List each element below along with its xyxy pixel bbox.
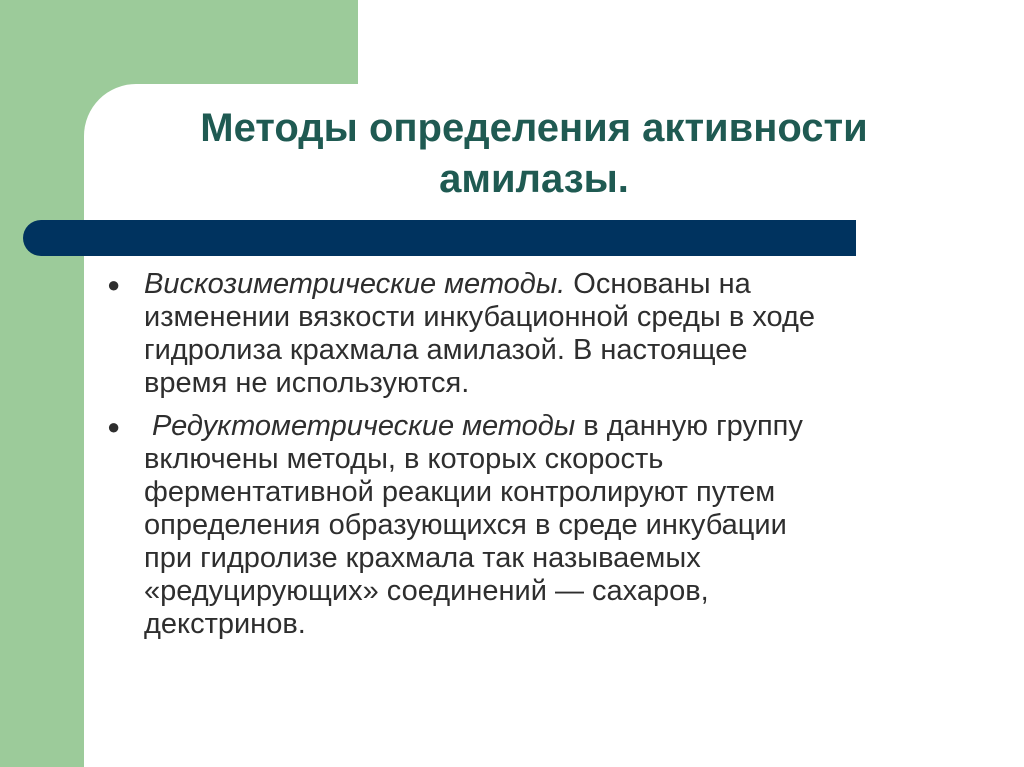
slide-title bbox=[84, 103, 984, 205]
bullet-2-line-5: при гидролизе крахмала так называемых bbox=[144, 542, 701, 574]
bullet-2-line-6: «редуцирующих» соединений — сахаров, bbox=[144, 575, 709, 607]
bullet-item-viscosimetric bbox=[104, 268, 984, 400]
bullet-1-line-1 bbox=[144, 268, 984, 301]
bullet-2-line-3: ферментативной реакции контролируют путем bbox=[144, 476, 776, 508]
bullet-2-line-7: декстринов. bbox=[144, 608, 306, 640]
bullet-1-line-2: изменении вязкости инкубационной среды в ходе bbox=[144, 301, 816, 333]
bullet-2-line-4: определения образующихся в среде инкубации bbox=[144, 509, 787, 541]
bullet-1-line-4: время не используются. bbox=[144, 367, 470, 399]
title-divider-bar bbox=[23, 220, 856, 256]
title-line-2: амилазы. bbox=[439, 157, 629, 201]
bullet-list bbox=[104, 268, 984, 651]
bullet-item-reductometric bbox=[104, 410, 984, 641]
bullet-1-line-1-rest: Основаны на bbox=[565, 268, 751, 300]
bullet-2-line-1 bbox=[144, 410, 984, 443]
bullet-dot-icon: ● bbox=[107, 272, 121, 297]
bullet-dot-icon: ● bbox=[107, 414, 121, 439]
bullet-1-line-3: гидролиза крахмала амилазой. В настоящее bbox=[144, 334, 748, 366]
bullet-1-term: Вискозиметрические методы. bbox=[144, 268, 566, 300]
bullet-2-term: Редуктометрические методы bbox=[144, 410, 576, 442]
title-line-1: Методы определения активности bbox=[200, 106, 868, 150]
bullet-2-line-2: включены методы, в которых скорость bbox=[144, 443, 664, 475]
bullet-2-line-1-rest: в данную группу bbox=[575, 410, 803, 442]
